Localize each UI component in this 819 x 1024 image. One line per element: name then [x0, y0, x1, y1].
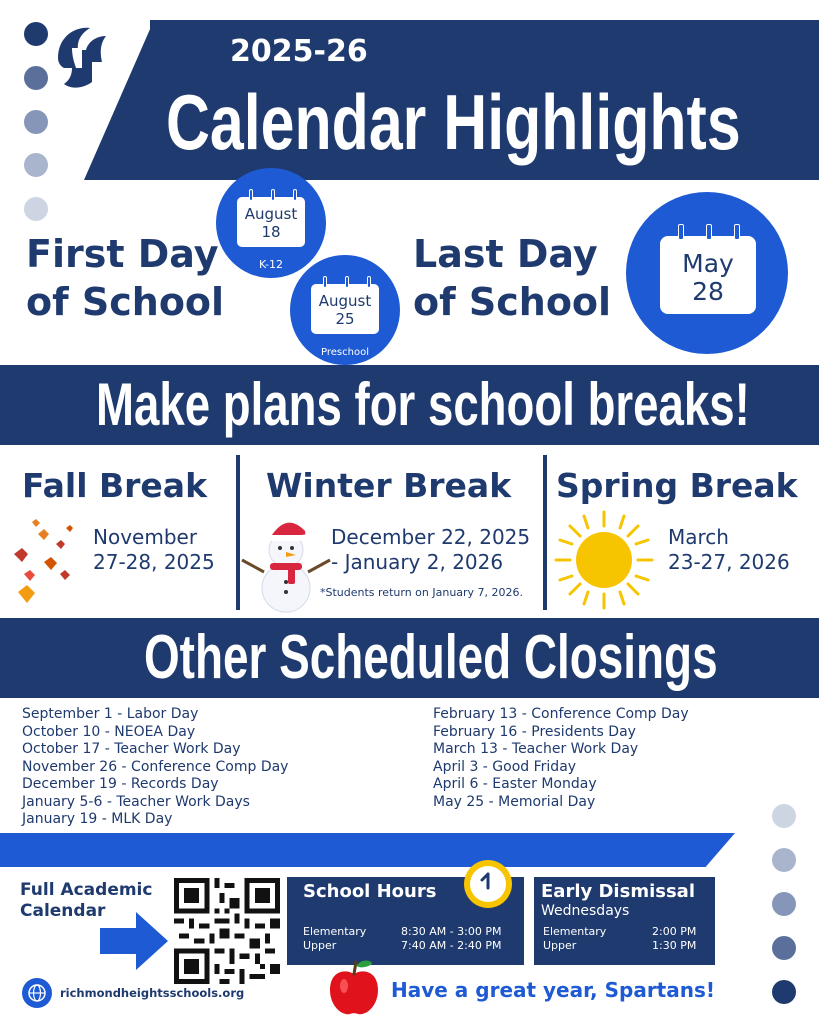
closings-list-right — [433, 706, 689, 811]
page-title: Calendar Highlights — [166, 78, 741, 166]
last-day-month: May — [682, 249, 734, 278]
fall-break-dates — [93, 525, 215, 575]
last-day-circle — [626, 192, 788, 354]
closings-list-left — [22, 706, 288, 829]
early-dismissal-title: Early Dismissal — [541, 881, 695, 902]
list-item: March 13 - Teacher Work Day — [433, 741, 639, 757]
list-item: January 5-6 - Teacher Work Days — [22, 793, 250, 810]
winter-break-title: Winter Break — [266, 466, 512, 505]
decor-dot — [24, 153, 48, 177]
list-item: February 16 - Presidents Day — [433, 723, 636, 740]
decor-dot — [24, 66, 48, 90]
list-item: October 10 - NEOEA Day — [22, 723, 196, 740]
closings-banner-title: Other Scheduled Closings — [144, 623, 718, 692]
greeting: Have a great year, Spartans! — [391, 978, 716, 1002]
decor-dot — [24, 110, 48, 134]
early-dismissal-level: Upper — [543, 939, 577, 952]
fall-break-line1: November — [93, 525, 198, 549]
last-day-day: 28 — [692, 277, 724, 306]
early-dismissal-time: 1:30 PM — [652, 939, 697, 952]
divider — [543, 455, 547, 610]
header-year: 2025-26 — [230, 34, 368, 69]
spartan-helmet-icon — [50, 22, 116, 94]
last-day-label-line2: of School — [413, 280, 612, 324]
first-day-preschool-circle — [290, 255, 400, 365]
school-hours-level: Elementary — [303, 925, 367, 938]
first-day-label-line1: First Day — [26, 232, 219, 276]
calendar-icon — [656, 232, 760, 318]
first-day-k12-circle — [216, 168, 326, 278]
last-day-label-line1: Last Day — [413, 232, 598, 276]
early-dismissal-box — [534, 877, 715, 965]
winter-break-line1: December 22, 2025 — [331, 525, 531, 549]
list-item: May 25 - Memorial Day — [433, 793, 596, 810]
list-item: April 6 - Easter Monday — [433, 776, 597, 792]
school-hours-title: School Hours — [303, 881, 437, 902]
list-item: October 17 - Teacher Work Day — [22, 741, 241, 757]
school-hours-time: 7:40 AM - 2:40 PM — [401, 939, 502, 952]
preschool-month: August — [318, 292, 372, 310]
decor-dot — [772, 892, 796, 916]
fall-break-line2: 27-28, 2025 — [93, 550, 215, 574]
arrow-right-icon — [100, 912, 168, 970]
spring-break-dates — [668, 525, 790, 575]
decor-dot — [24, 197, 48, 221]
early-dismissal-subtitle: Wednesdays — [541, 903, 630, 919]
last-day-label — [413, 230, 611, 326]
decor-dot — [772, 848, 796, 872]
breaks-banner-title: Make plans for school breaks! — [96, 371, 750, 438]
k12-month: August — [244, 205, 298, 223]
clock-icon — [462, 858, 514, 910]
preschool-day: 25 — [335, 310, 355, 328]
early-dismissal-level: Elementary — [543, 925, 607, 938]
first-day-label-line2: of School — [26, 280, 225, 324]
list-item: December 19 - Records Day — [22, 776, 219, 792]
first-day-label — [26, 230, 224, 326]
early-dismissal-time: 2:00 PM — [652, 925, 697, 938]
school-hours-time: 8:30 AM - 3:00 PM — [401, 925, 502, 938]
preschool-caption: Preschool — [321, 347, 369, 358]
fall-break-title: Fall Break — [22, 466, 208, 505]
decor-dot — [772, 980, 796, 1004]
full-calendar-line1: Full Academic — [20, 880, 153, 900]
list-item: February 13 - Conference Comp Day — [433, 706, 689, 722]
globe-icon — [22, 978, 52, 1008]
list-item: April 3 - Good Friday — [433, 758, 577, 775]
autumn-leaves-icon — [4, 514, 80, 614]
decor-dot — [772, 804, 796, 828]
k12-caption: K-12 — [258, 258, 284, 271]
winter-break-line2: - January 2, 2026 — [331, 550, 504, 574]
footer-stripe — [0, 833, 735, 867]
calendar-icon — [308, 281, 382, 337]
apple-icon — [326, 958, 382, 1018]
school-hours-level: Upper — [303, 939, 337, 952]
decor-dot — [24, 22, 48, 46]
qr-code-icon[interactable] — [174, 878, 280, 984]
spring-break-title: Spring Break — [556, 466, 798, 505]
calendar-icon — [234, 194, 308, 250]
winter-break-note: *Students return on January 7, 2026. — [320, 586, 524, 599]
spring-break-line2: 23-27, 2026 — [668, 550, 790, 574]
list-item: January 19 - MLK Day — [22, 811, 173, 827]
sun-icon — [552, 508, 656, 612]
decor-dot — [772, 936, 796, 960]
full-calendar-line2: Calendar — [20, 901, 106, 921]
k12-day: 18 — [261, 223, 281, 241]
list-item: November 26 - Conference Comp Day — [22, 758, 289, 775]
winter-break-dates — [331, 525, 530, 575]
list-item: September 1 - Labor Day — [22, 706, 199, 722]
spring-break-line1: March — [668, 525, 729, 549]
website-link[interactable]: richmondheightsschools.org — [60, 986, 245, 1000]
